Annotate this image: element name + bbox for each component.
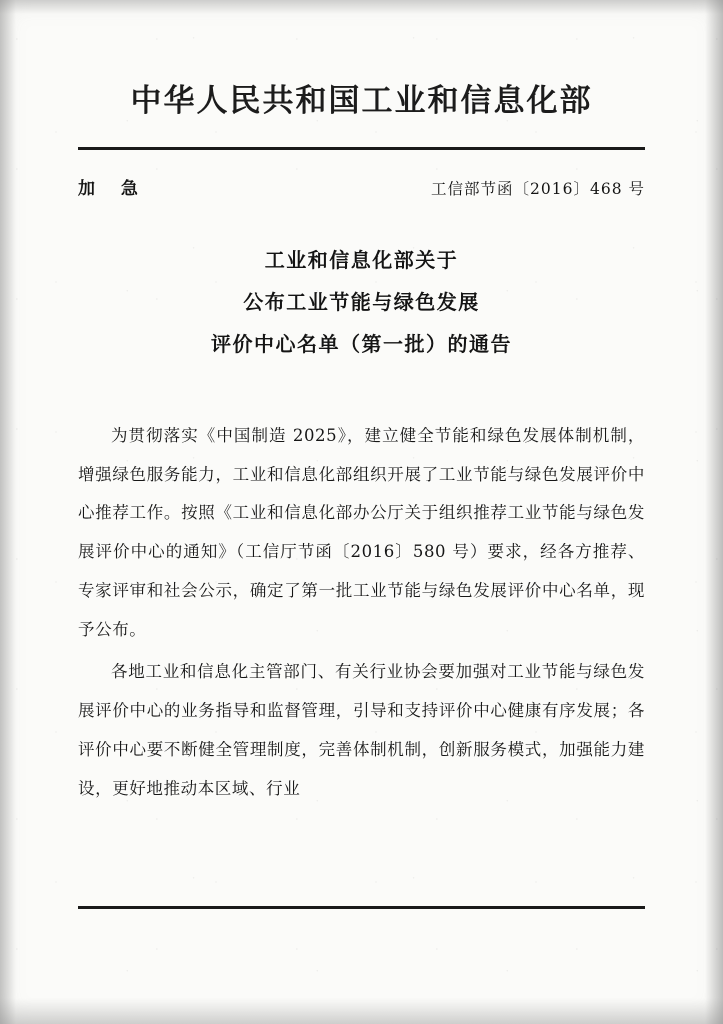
scan-edge-top	[0, 0, 723, 14]
paragraph-1: 为贯彻落实《中国制造 2025》，建立健全节能和绿色发展体制机制，增强绿色服务能力，工业和信息化部组织开展了工业节能与绿色发展评价中心推荐工作。按照《工业和信息化部办公厅关于组织推荐工业节能与绿色发展评价中心的通知》（工信厅节函〔2016〕580 号）要求，经各方推荐、专家评审和社会公示，确定了第一批工业节能与绿色发展评价中心名单，现予公布。	[78, 425, 645, 639]
scan-edge-left	[0, 0, 16, 1024]
urgency-label: 加 急	[78, 178, 148, 199]
scan-edge-right	[705, 0, 723, 1024]
footer-divider	[78, 906, 645, 909]
title-line-2: 公布工业节能与绿色发展	[243, 289, 480, 314]
document-number: 工信部节函〔2016〕468 号	[431, 179, 645, 198]
header-divider	[78, 147, 645, 150]
document-content	[78, 417, 645, 809]
title-line-3: 评价中心名单（第一批）的通告	[211, 331, 512, 356]
organization-title: 中华人民共和国工业和信息化部	[130, 83, 593, 119]
title-line-1: 工业和信息化部关于	[264, 247, 459, 272]
document-title	[78, 239, 645, 365]
scan-edge-bottom	[0, 998, 723, 1024]
document-body	[78, 60, 645, 812]
paragraph-2: 各地工业和信息化主管部门、有关行业协会要加强对工业节能与绿色发展评价中心的业务指导和监督管理，引导和支持评价中心健康有序发展；各评价中心要不断健全管理制度，完善体制机制，创新服务模式，加强能力建设，更好地推动本区域、行业	[78, 662, 645, 798]
document-meta-row	[78, 174, 645, 199]
